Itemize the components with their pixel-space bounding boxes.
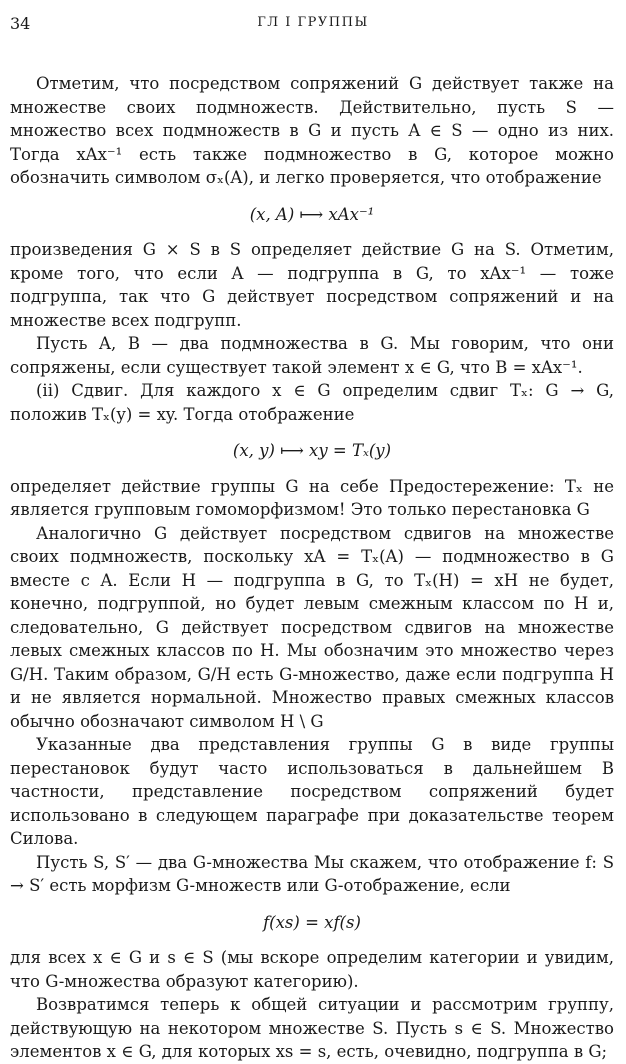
paragraph: определяет действие группы G на себе Предостережение: Tₓ не является групповым гомоморфизмом! Это только перестановка G <box>10 476 614 519</box>
paragraph: произведения G × S в S определяет действие G на S. Отметим, кроме того, что если A — подгруппа в G, то xAx⁻¹ — тоже подгруппа, так что G действует посредством сопряжений и на множестве всех подгрупп. <box>10 240 614 330</box>
paragraph: Пусть A, B — два подмножества в G. Мы говорим, что они сопряжены, если существует такой элемент x ∈ G, что B = xAx⁻¹. <box>10 334 614 377</box>
page-body <box>10 72 614 1064</box>
page-header <box>10 14 616 36</box>
running-head: ГЛ I ГРУППЫ <box>257 15 369 30</box>
paragraph: Возвратимся теперь к общей ситуации и рассмотрим группу, действующую на некотором множестве S. Пусть s ∈ S. Множество элементов x ∈ G, для которых xs = s, есть, очевидно, подгруппа в G; <box>10 995 614 1061</box>
paragraph: Указанные два представления группы G в виде группы перестановок будут часто использоваться в дальнейшем В частности, представление посредством сопряжений будет использовано в следующем параграфе при доказательстве теорем Силова. <box>10 735 614 848</box>
paragraph: Аналогично G действует посредством сдвигов на множестве своих подмножеств, поскольку xA = Tₓ(A) — подмножество в G вместе с A. Если H — подгруппа в G, то Tₓ(H) = xH не будет, конечно, подгруппой, но будет левым смежным классом по H и, следовательно, G действует посредством сдвигов на множестве левых смежных классов по H. Мы обозначим это множество через G/H. Таким образом, G/H есть G-множество, даже если подгруппа H и не является нормальной. Множество правых смежных классов обычно обозначают символом H \ G <box>10 523 614 731</box>
paragraph: Пусть S, S′ — два G-множества Мы скажем, что отображение f: S → S′ есть морфизм G-множеств или G-отображение, если <box>10 852 614 895</box>
paragraph: Отметим, что посредством сопряжений G действует также на множестве своих подмножеств. Действительно, пусть S — множество всех подмножеств в G и пусть A ∈ S — одно из них. Тогда xAx⁻¹ есть также подмножество в G, которое можно обозначить символом σₓ(A), и легко проверяется, что отображение <box>10 74 614 187</box>
formula: (x, A) ⟼ xAx⁻¹ <box>249 204 375 224</box>
formula: (x, y) ⟼ xy = Tₓ(y) <box>232 441 392 460</box>
formula: f(xs) = xf(s) <box>263 912 361 932</box>
paragraph: для всех x ∈ G и s ∈ S (мы вскоре определим категории и увидим, что G-множества образуют категорию). <box>10 948 614 991</box>
page-number: 34 <box>10 14 31 33</box>
paragraph: (ii) Сдвиг. Для каждого x ∈ G определим сдвиг Tₓ: G → G, положив Tₓ(y) = xy. Тогда отображение <box>10 381 614 424</box>
